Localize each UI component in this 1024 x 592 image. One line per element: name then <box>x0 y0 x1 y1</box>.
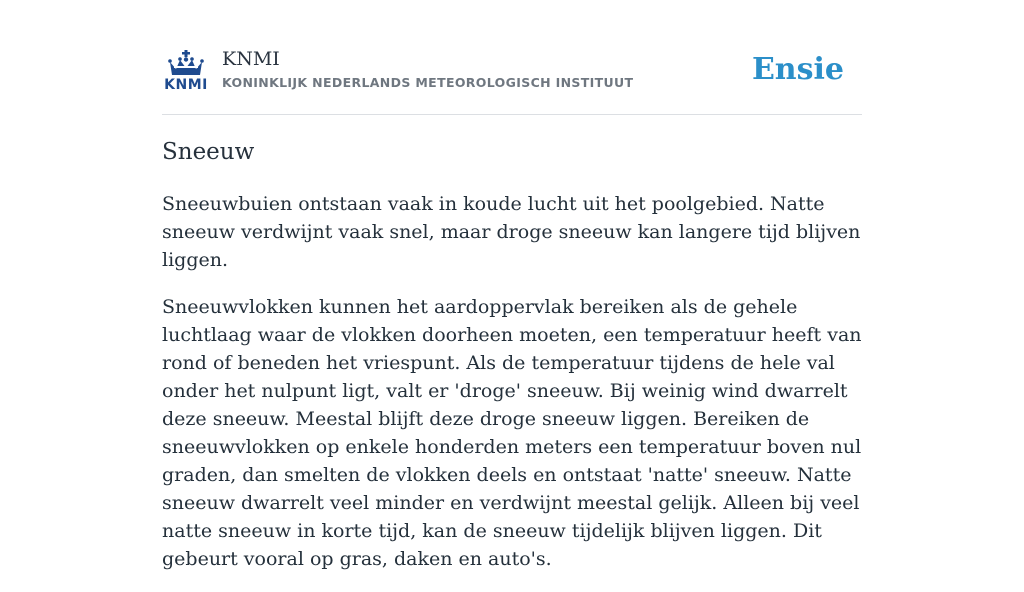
org-name: KNMI <box>222 48 280 70</box>
svg-text:KNMI: KNMI <box>164 77 208 93</box>
document-page <box>162 0 862 570</box>
knmi-crown-icon <box>162 49 210 91</box>
org-full-name: KONINKLIJK NEDERLANDS METEOROLOGISCH INSTITUUT <box>222 75 634 90</box>
article-title: Sneeuw <box>162 139 255 165</box>
article-paragraph: Sneeuwbuien ontstaan vaak in koude lucht uit het poolgebied. Natte sneeuw verdwijnt vaak snel, maar droge sneeuw kan langere tijd blijven liggen. <box>162 193 861 271</box>
knmi-logo[interactable] <box>162 49 210 91</box>
article-body <box>162 190 862 592</box>
header <box>162 44 862 115</box>
ensie-brand-link[interactable]: Ensie <box>751 52 844 87</box>
article-paragraph: Sneeuwvlokken kunnen het aardoppervlak bereiken als de gehele luchtlaag waar de vlokken doorheen moeten, een temperatuur heeft van rond of beneden het vriespunt. Als de temperatuur tijdens de hele val onder het nulpunt ligt, valt er 'droge' sneeuw. Bij weinig wind dwarrelt deze sneeuw. Meestal blijft deze droge sneeuw liggen. Bereiken de sneeuwvlokken op enkele honderden meters een temperatuur boven nul graden, dan smelten de vlokken deels en ontstaat 'natte' sneeuw. Natte sneeuw dwarrelt veel minder en verdwijnt meestal gelijk. Alleen bij veel natte sneeuw in korte tijd, kan de sneeuw tijdelijk blijven liggen. Dit gebeurt vooral op gras, daken en auto's. <box>162 296 862 570</box>
